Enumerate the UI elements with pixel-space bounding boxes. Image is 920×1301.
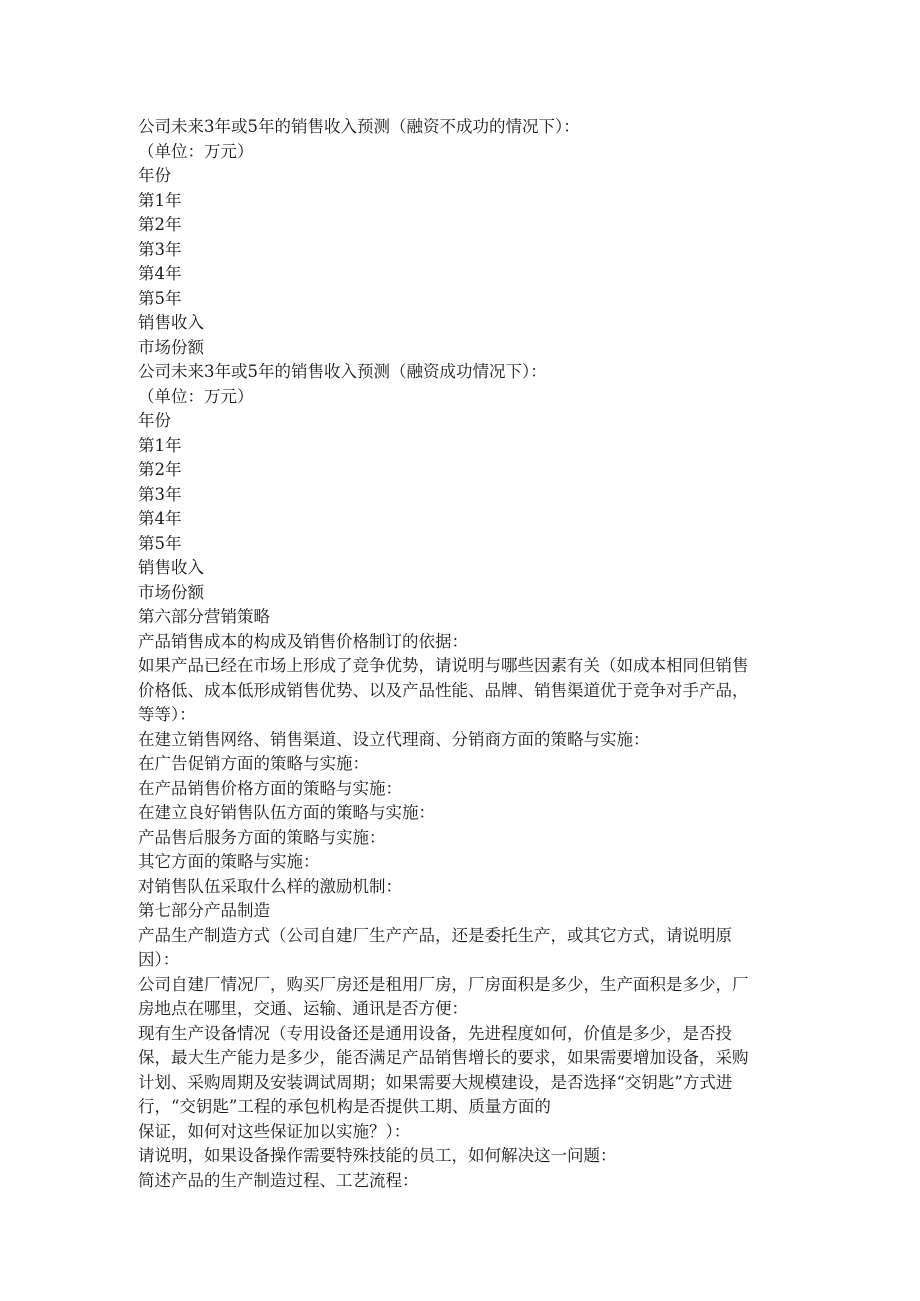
text-line: 销售收入: [138, 558, 204, 577]
text-line: 第5年: [138, 288, 182, 308]
text-line: 在产品销售价格方面的策略与实施：: [138, 778, 402, 798]
text-line: 第5年: [138, 533, 182, 553]
text-line: 等等）：: [138, 705, 196, 724]
text-line: 公司未来3年或5年的销售收入预测（融资不成功的情况下）：: [138, 117, 580, 136]
text-line: 销售收入: [138, 313, 204, 332]
text-line: 年份: [138, 411, 171, 430]
text-line: 第3年: [138, 484, 182, 504]
text-line: 第2年: [138, 215, 182, 234]
text-line: 请说明，如果设备操作需要特殊技能的员工，如何解决这一问题：: [138, 1146, 617, 1165]
text-line: 第3年: [138, 239, 182, 259]
text-line: （单位：万元）: [138, 386, 254, 406]
text-line: 简述产品的生产制造过程、工艺流程：: [138, 1170, 419, 1190]
text-line: 产品生产制造方式（公司自建厂生产产品，还是委托生产，或其它方式，请说明原: [138, 925, 732, 945]
text-line: 在广告促销方面的策略与实施：: [138, 754, 369, 773]
section-heading: 第六部分营销策略: [138, 607, 270, 626]
text-line: 对销售队伍采取什么样的激励机制：: [138, 876, 402, 896]
text-line: 公司自建厂情况厂，购买厂房还是租用厂房，厂房面积是多少，生产面积是多少，厂: [138, 974, 749, 994]
text-line: 行，“交钥匙”工程的承包机构是否提供工期、质量方面的: [138, 1097, 551, 1116]
text-line: 第2年: [138, 460, 182, 479]
text-line: 房地点在哪里，交通、运输、通讯是否方便：: [138, 999, 468, 1018]
text-line: 保证，如何对这些保证加以实施？）：: [138, 1121, 411, 1141]
text-line: 价格低、成本低形成销售优势、以及产品性能、品牌、销售渠道优于竞争对手产品，: [138, 680, 749, 700]
text-line: 现有生产设备情况（专用设备还是通用设备，先进程度如何，价值是多少，是否投: [138, 1023, 732, 1043]
text-line: 保，最大生产能力是多少，能否满足产品销售增长的要求，如果需要增加设备，采购: [138, 1048, 749, 1067]
text-line: 其它方面的策略与实施：: [138, 852, 320, 871]
text-line: 产品售后服务方面的策略与实施：: [138, 827, 386, 847]
text-line: 如果产品已经在市场上形成了竞争优势，请说明与哪些因素有关（如成本相同但销售: [138, 656, 749, 675]
text-line: 因）：: [138, 950, 180, 969]
section-heading: 第七部分产品制造: [138, 901, 270, 920]
text-line: 在建立销售网络、销售渠道、设立代理商、分销商方面的策略与实施：: [138, 729, 650, 749]
text-line: 市场份额: [138, 337, 204, 357]
text-line: 产品销售成本的构成及销售价格制订的依据：: [138, 631, 468, 651]
text-line: 在建立良好销售队伍方面的策略与实施：: [138, 803, 435, 822]
text-line: 第4年: [138, 264, 182, 283]
text-line: 公司未来3年或5年的销售收入预测（融资成功情况下）：: [138, 362, 547, 381]
text-line: 第4年: [138, 509, 182, 528]
text-line: 市场份额: [138, 582, 204, 602]
text-line: 年份: [138, 166, 171, 185]
text-line: （单位：万元）: [138, 141, 254, 161]
text-line: 第1年: [138, 190, 182, 210]
text-line: 计划、采购周期及安装调试周期；如果需要大规模建设，是否选择“交钥匙”方式进: [138, 1072, 733, 1092]
text-line: 第1年: [138, 435, 182, 455]
document-body: [138, 115, 788, 1193]
